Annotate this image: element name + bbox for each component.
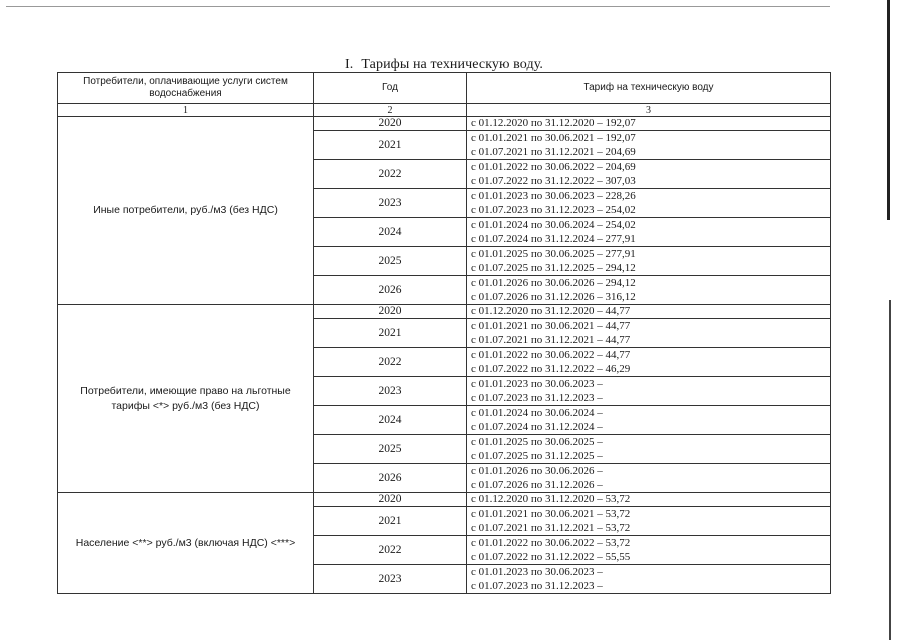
year-cell: 2022	[314, 160, 467, 189]
tariff-period-line: с 01.01.2025 по 30.06.2025 – 277,91	[471, 248, 636, 260]
tariff-period-line: с 01.12.2020 по 31.12.2020 – 53,72	[471, 493, 631, 505]
tariff-cell	[467, 406, 831, 435]
tariff-cell	[467, 536, 831, 565]
tariff-period-line: с 01.01.2024 по 30.06.2024 – 254,02	[471, 219, 636, 231]
tariff-period-line: с 01.07.2024 по 31.12.2024 –	[471, 421, 603, 433]
tariff-period-line: с 01.12.2020 по 31.12.2020 – 44,77	[471, 305, 631, 317]
tariff-period-line: с 01.01.2022 по 30.06.2022 – 44,77	[471, 349, 631, 361]
year-cell: 2020	[314, 305, 467, 319]
year-cell: 2021	[314, 131, 467, 160]
column-number-3: 3	[467, 104, 831, 117]
table-header	[58, 73, 831, 117]
tariff-cell	[467, 160, 831, 189]
tariff-cell	[467, 305, 831, 319]
tariff-period-line: с 01.01.2021 по 30.06.2021 – 192,07	[471, 132, 636, 144]
tariff-period-line: с 01.01.2024 по 30.06.2024 –	[471, 407, 603, 419]
table-row	[58, 305, 831, 319]
tariff-period-line: с 01.07.2022 по 31.12.2022 – 307,03	[471, 175, 636, 187]
consumer-group-cell: Население <**> руб./м3 (включая НДС) <***>	[58, 493, 314, 594]
year-cell: 2023	[314, 377, 467, 406]
section-title	[345, 57, 543, 73]
tariff-cell	[467, 435, 831, 464]
tariff-period-line: с 01.07.2024 по 31.12.2024 – 277,91	[471, 233, 636, 245]
tariff-table	[57, 72, 831, 594]
tariff-cell	[467, 493, 831, 507]
tariff-cell	[467, 247, 831, 276]
year-cell: 2023	[314, 189, 467, 218]
tariff-period-line: с 01.07.2021 по 31.12.2021 – 53,72	[471, 522, 631, 534]
year-cell: 2020	[314, 117, 467, 131]
tariff-period-line: с 01.07.2025 по 31.12.2025 –	[471, 450, 603, 462]
tariff-period-line: с 01.07.2026 по 31.12.2026 – 316,12	[471, 291, 636, 303]
tariff-period-line: с 01.01.2023 по 30.06.2023 – 228,26	[471, 190, 636, 202]
tariff-period-line: с 01.07.2025 по 31.12.2025 – 294,12	[471, 262, 636, 274]
section-title-text: Тарифы на техническую воду.	[361, 57, 544, 72]
year-cell: 2026	[314, 276, 467, 305]
section-number: I.	[345, 57, 354, 72]
scan-edge-top	[6, 6, 830, 7]
tariff-cell	[467, 377, 831, 406]
year-cell: 2020	[314, 493, 467, 507]
scan-edge-right	[887, 0, 890, 220]
tariff-period-line: с 01.01.2021 по 30.06.2021 – 44,77	[471, 320, 631, 332]
consumer-group-cell: Иные потребители, руб./м3 (без НДС)	[58, 117, 314, 305]
tariff-cell	[467, 565, 831, 594]
header-year: Год	[314, 73, 467, 104]
tariff-period-line: с 01.07.2021 по 31.12.2021 – 44,77	[471, 334, 631, 346]
year-cell: 2021	[314, 319, 467, 348]
tariff-period-line: с 01.07.2023 по 31.12.2023 –	[471, 392, 603, 404]
tariff-period-line: с 01.01.2022 по 30.06.2022 – 204,69	[471, 161, 636, 173]
table-row	[58, 493, 831, 507]
header-tariff: Тариф на техническую воду	[467, 73, 831, 104]
year-cell: 2023	[314, 565, 467, 594]
tariff-period-line: с 01.07.2022 по 31.12.2022 – 46,29	[471, 363, 631, 375]
tariff-period-line: с 01.07.2023 по 31.12.2023 – 254,02	[471, 204, 636, 216]
tariff-cell	[467, 189, 831, 218]
tariff-cell	[467, 276, 831, 305]
scan-edge-right-lower	[889, 300, 891, 640]
year-cell: 2022	[314, 348, 467, 377]
year-cell: 2021	[314, 507, 467, 536]
year-cell: 2024	[314, 218, 467, 247]
column-number-1: 1	[58, 104, 314, 117]
tariff-period-line: с 01.07.2022 по 31.12.2022 – 55,55	[471, 551, 631, 563]
tariff-cell	[467, 348, 831, 377]
table-body	[58, 117, 831, 594]
year-cell: 2022	[314, 536, 467, 565]
tariff-period-line: с 01.07.2021 по 31.12.2021 – 204,69	[471, 146, 636, 158]
year-cell: 2026	[314, 464, 467, 493]
tariff-period-line: с 01.01.2023 по 30.06.2023 –	[471, 378, 603, 390]
tariff-period-line: с 01.01.2026 по 30.06.2026 – 294,12	[471, 277, 636, 289]
tariff-period-line: с 01.01.2025 по 30.06.2025 –	[471, 436, 603, 448]
year-cell: 2024	[314, 406, 467, 435]
tariff-period-line: с 01.01.2026 по 30.06.2026 –	[471, 465, 603, 477]
column-number-2: 2	[314, 104, 467, 117]
tariff-period-line: с 01.12.2020 по 31.12.2020 – 192,07	[471, 117, 636, 129]
tariff-period-line: с 01.01.2021 по 30.06.2021 – 53,72	[471, 508, 631, 520]
tariff-cell	[467, 507, 831, 536]
year-cell: 2025	[314, 247, 467, 276]
consumer-group-cell: Потребители, имеющие право на льготные тарифы <*> руб./м3 (без НДС)	[58, 305, 314, 493]
tariff-cell	[467, 117, 831, 131]
tariff-cell	[467, 131, 831, 160]
tariff-period-line: с 01.07.2023 по 31.12.2023 –	[471, 580, 603, 592]
table-row	[58, 117, 831, 131]
tariff-cell	[467, 218, 831, 247]
tariff-period-line: с 01.07.2026 по 31.12.2026 –	[471, 479, 603, 491]
tariff-cell	[467, 319, 831, 348]
tariff-period-line: с 01.01.2023 по 30.06.2023 –	[471, 566, 603, 578]
tariff-cell	[467, 464, 831, 493]
tariff-period-line: с 01.01.2022 по 30.06.2022 – 53,72	[471, 537, 631, 549]
year-cell: 2025	[314, 435, 467, 464]
header-consumers: Потребители, оплачивающие услуги систем водоснабжения	[58, 73, 314, 104]
